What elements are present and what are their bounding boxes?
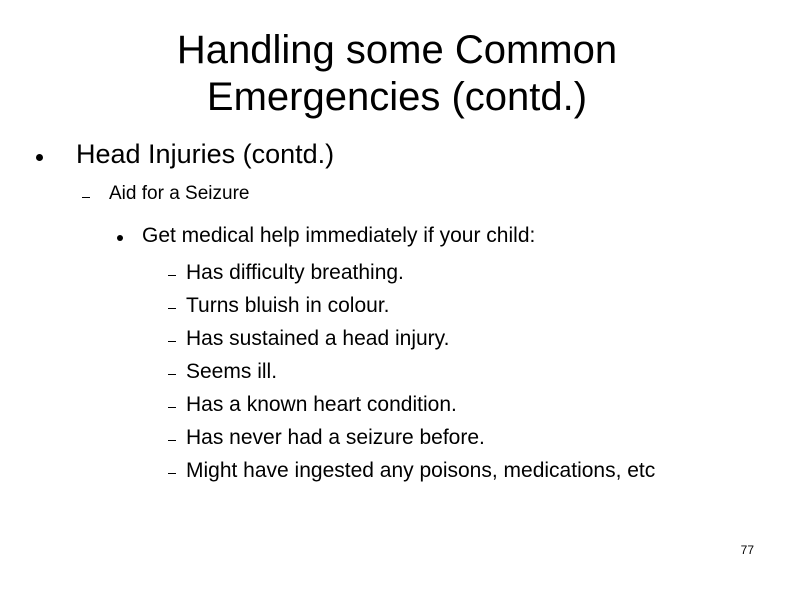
bullet-level-3-text: Get medical help immediately if your child: xyxy=(142,224,536,247)
dash-bullet-icon xyxy=(168,308,176,309)
dash-bullet-icon xyxy=(168,473,176,474)
dash-bullet-icon xyxy=(168,275,176,276)
list-item-text: Might have ingested any poisons, medications, etc xyxy=(186,459,656,482)
list-item-text: Turns bluish in colour. xyxy=(186,294,390,317)
bullet-level-2-text: Aid for a Seizure xyxy=(109,183,250,204)
dash-bullet-icon xyxy=(168,374,176,375)
dash-bullet-icon xyxy=(168,407,176,408)
list-item-text: Has sustained a head injury. xyxy=(186,327,450,350)
slide-title-line-2: Emergencies (contd.) xyxy=(206,75,588,119)
dash-bullet-icon xyxy=(82,197,90,198)
list-item-text: Has difficulty breathing. xyxy=(186,261,404,284)
dash-bullet-icon xyxy=(168,341,176,342)
bullet-level-1-text: Head Injuries (contd.) xyxy=(76,139,335,169)
list-item-text: Seems ill. xyxy=(186,360,278,383)
list-item-text: Has a known heart condition. xyxy=(186,393,457,416)
filled-circle-bullet-icon xyxy=(117,235,123,241)
dash-bullet-icon xyxy=(168,440,176,441)
slide-title-line-1: Handling some Common xyxy=(176,28,618,72)
slide-title xyxy=(0,27,794,121)
list-item-text: Has never had a seizure before. xyxy=(186,426,485,449)
page-number: 77 xyxy=(740,543,754,557)
filled-circle-bullet-icon xyxy=(36,154,43,161)
